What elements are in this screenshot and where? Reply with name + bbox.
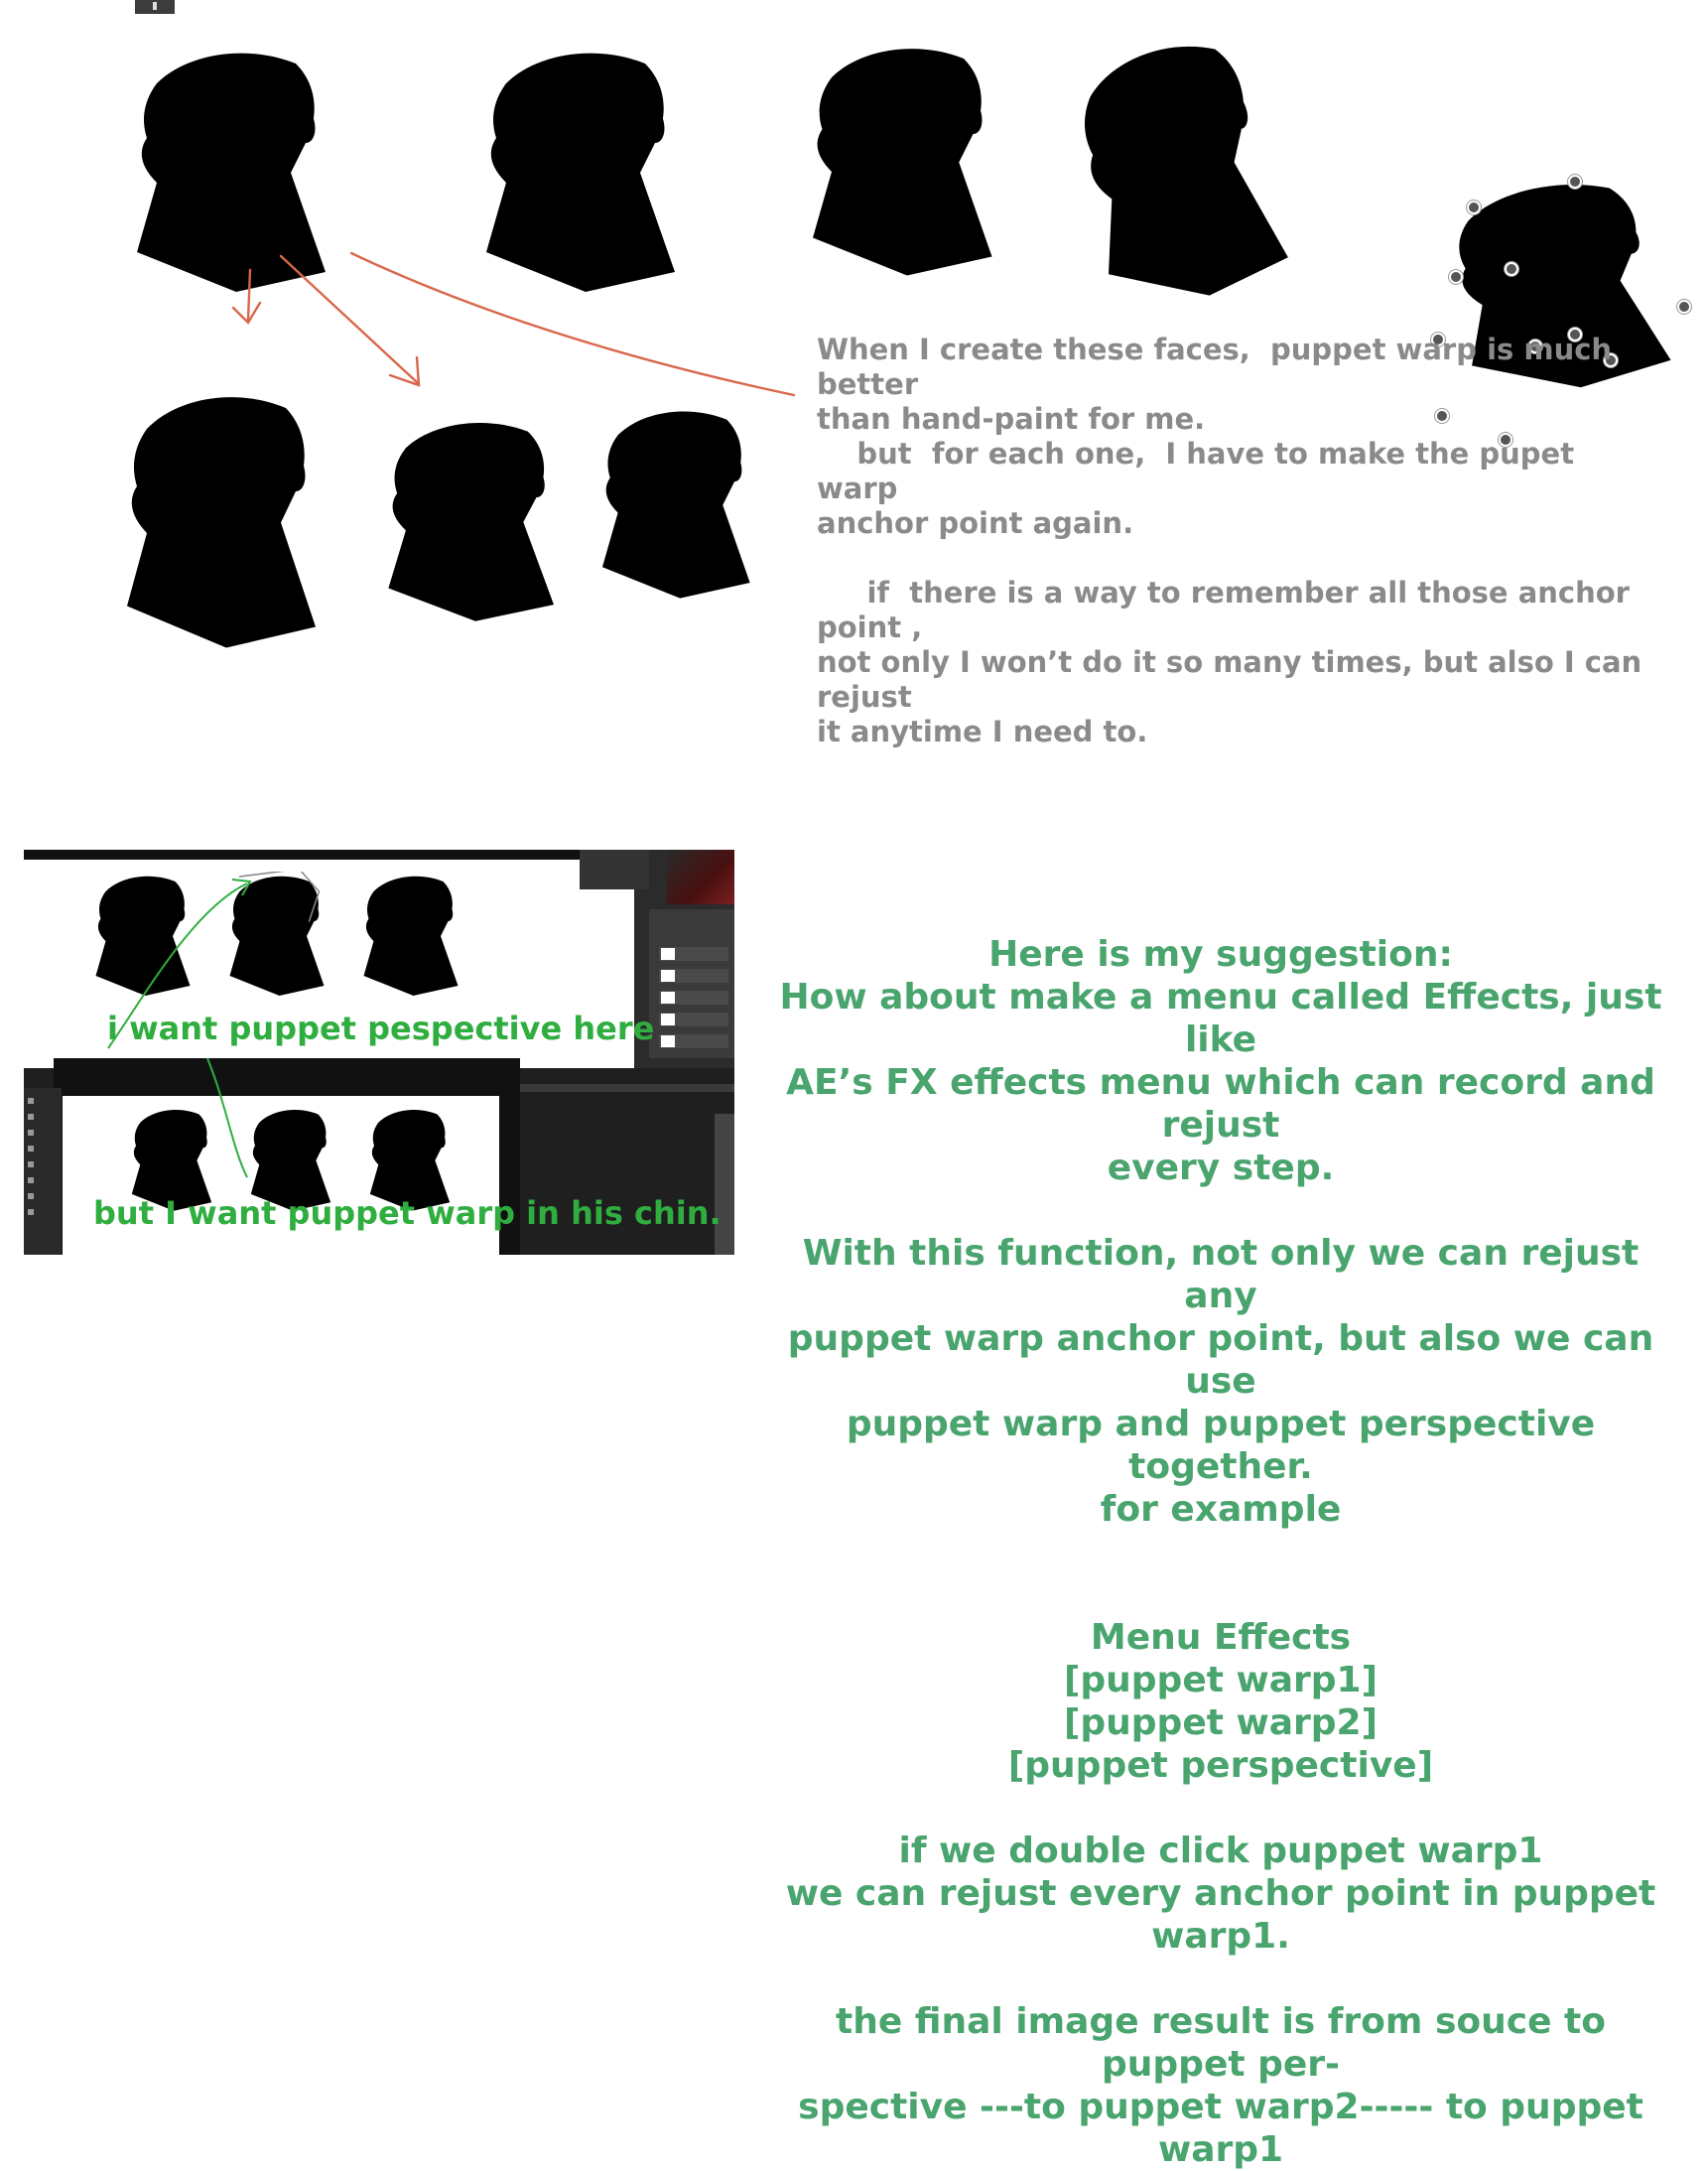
anchor-pin[interactable] [1677, 300, 1691, 314]
suggestion-heading: Here is my suggestion: [988, 934, 1453, 975]
suggestion-line: AE’s FX effects menu which can record and rejust [786, 1062, 1655, 1146]
note-line: it anytime I need to. [817, 715, 1148, 748]
suggestion-line: the final image result is from souce to puppet per- [836, 2001, 1606, 2085]
anchor-pin[interactable] [1505, 262, 1518, 276]
anchor-pin[interactable] [1568, 175, 1582, 189]
note-line: not only I won’t do it so many times, but also I can rejust [817, 645, 1652, 714]
menu-item: [puppet perspective] [1007, 1745, 1434, 1786]
suggestion-line: puppet warp and puppet perspective together. [846, 1404, 1596, 1487]
suggestion-line: With this function, not only we can rejust any [802, 1233, 1640, 1316]
suggestion-line: for example [1100, 1489, 1342, 1530]
anchor-pin[interactable] [1467, 201, 1481, 214]
note-line: if there is a way to remember all those anchor point , [817, 576, 1641, 644]
suggestion-line: we can rejust every anchor point in puppet warp1. [785, 1873, 1656, 1957]
suggestion-block [774, 933, 1667, 2171]
note-line: but for each one, I have to make the pupet warp [817, 437, 1585, 505]
note-line: anchor point again. [817, 506, 1134, 540]
suggestion-line: if we double click puppet warp1 [898, 1831, 1543, 1871]
suggestion-line: every step. [1107, 1148, 1335, 1188]
menu-item: [puppet warp2] [1063, 1702, 1379, 1743]
menu-effects-title: Menu Effects [1090, 1617, 1352, 1658]
suggestion-line: puppet warp anchor point, but also we can use [787, 1318, 1654, 1402]
gray-note [817, 333, 1650, 749]
menu-item: [puppet warp1] [1063, 1660, 1379, 1700]
annotation-top: i want puppet pespective here [107, 1010, 655, 1047]
photoshop-screenshot [24, 850, 734, 1255]
anchor-pin[interactable] [1449, 270, 1463, 284]
note-line: than hand-paint for me. [817, 402, 1206, 436]
suggestion-line: spective ---to puppet warp2----- to puppet warp1 [798, 2087, 1643, 2170]
annotation-bottom: but I want puppet warp in his chin. [93, 1194, 722, 1232]
note-line: When I create these faces, puppet warp is much better [817, 333, 1623, 401]
suggestion-line: How about make a menu called Effects, just like [779, 977, 1662, 1060]
